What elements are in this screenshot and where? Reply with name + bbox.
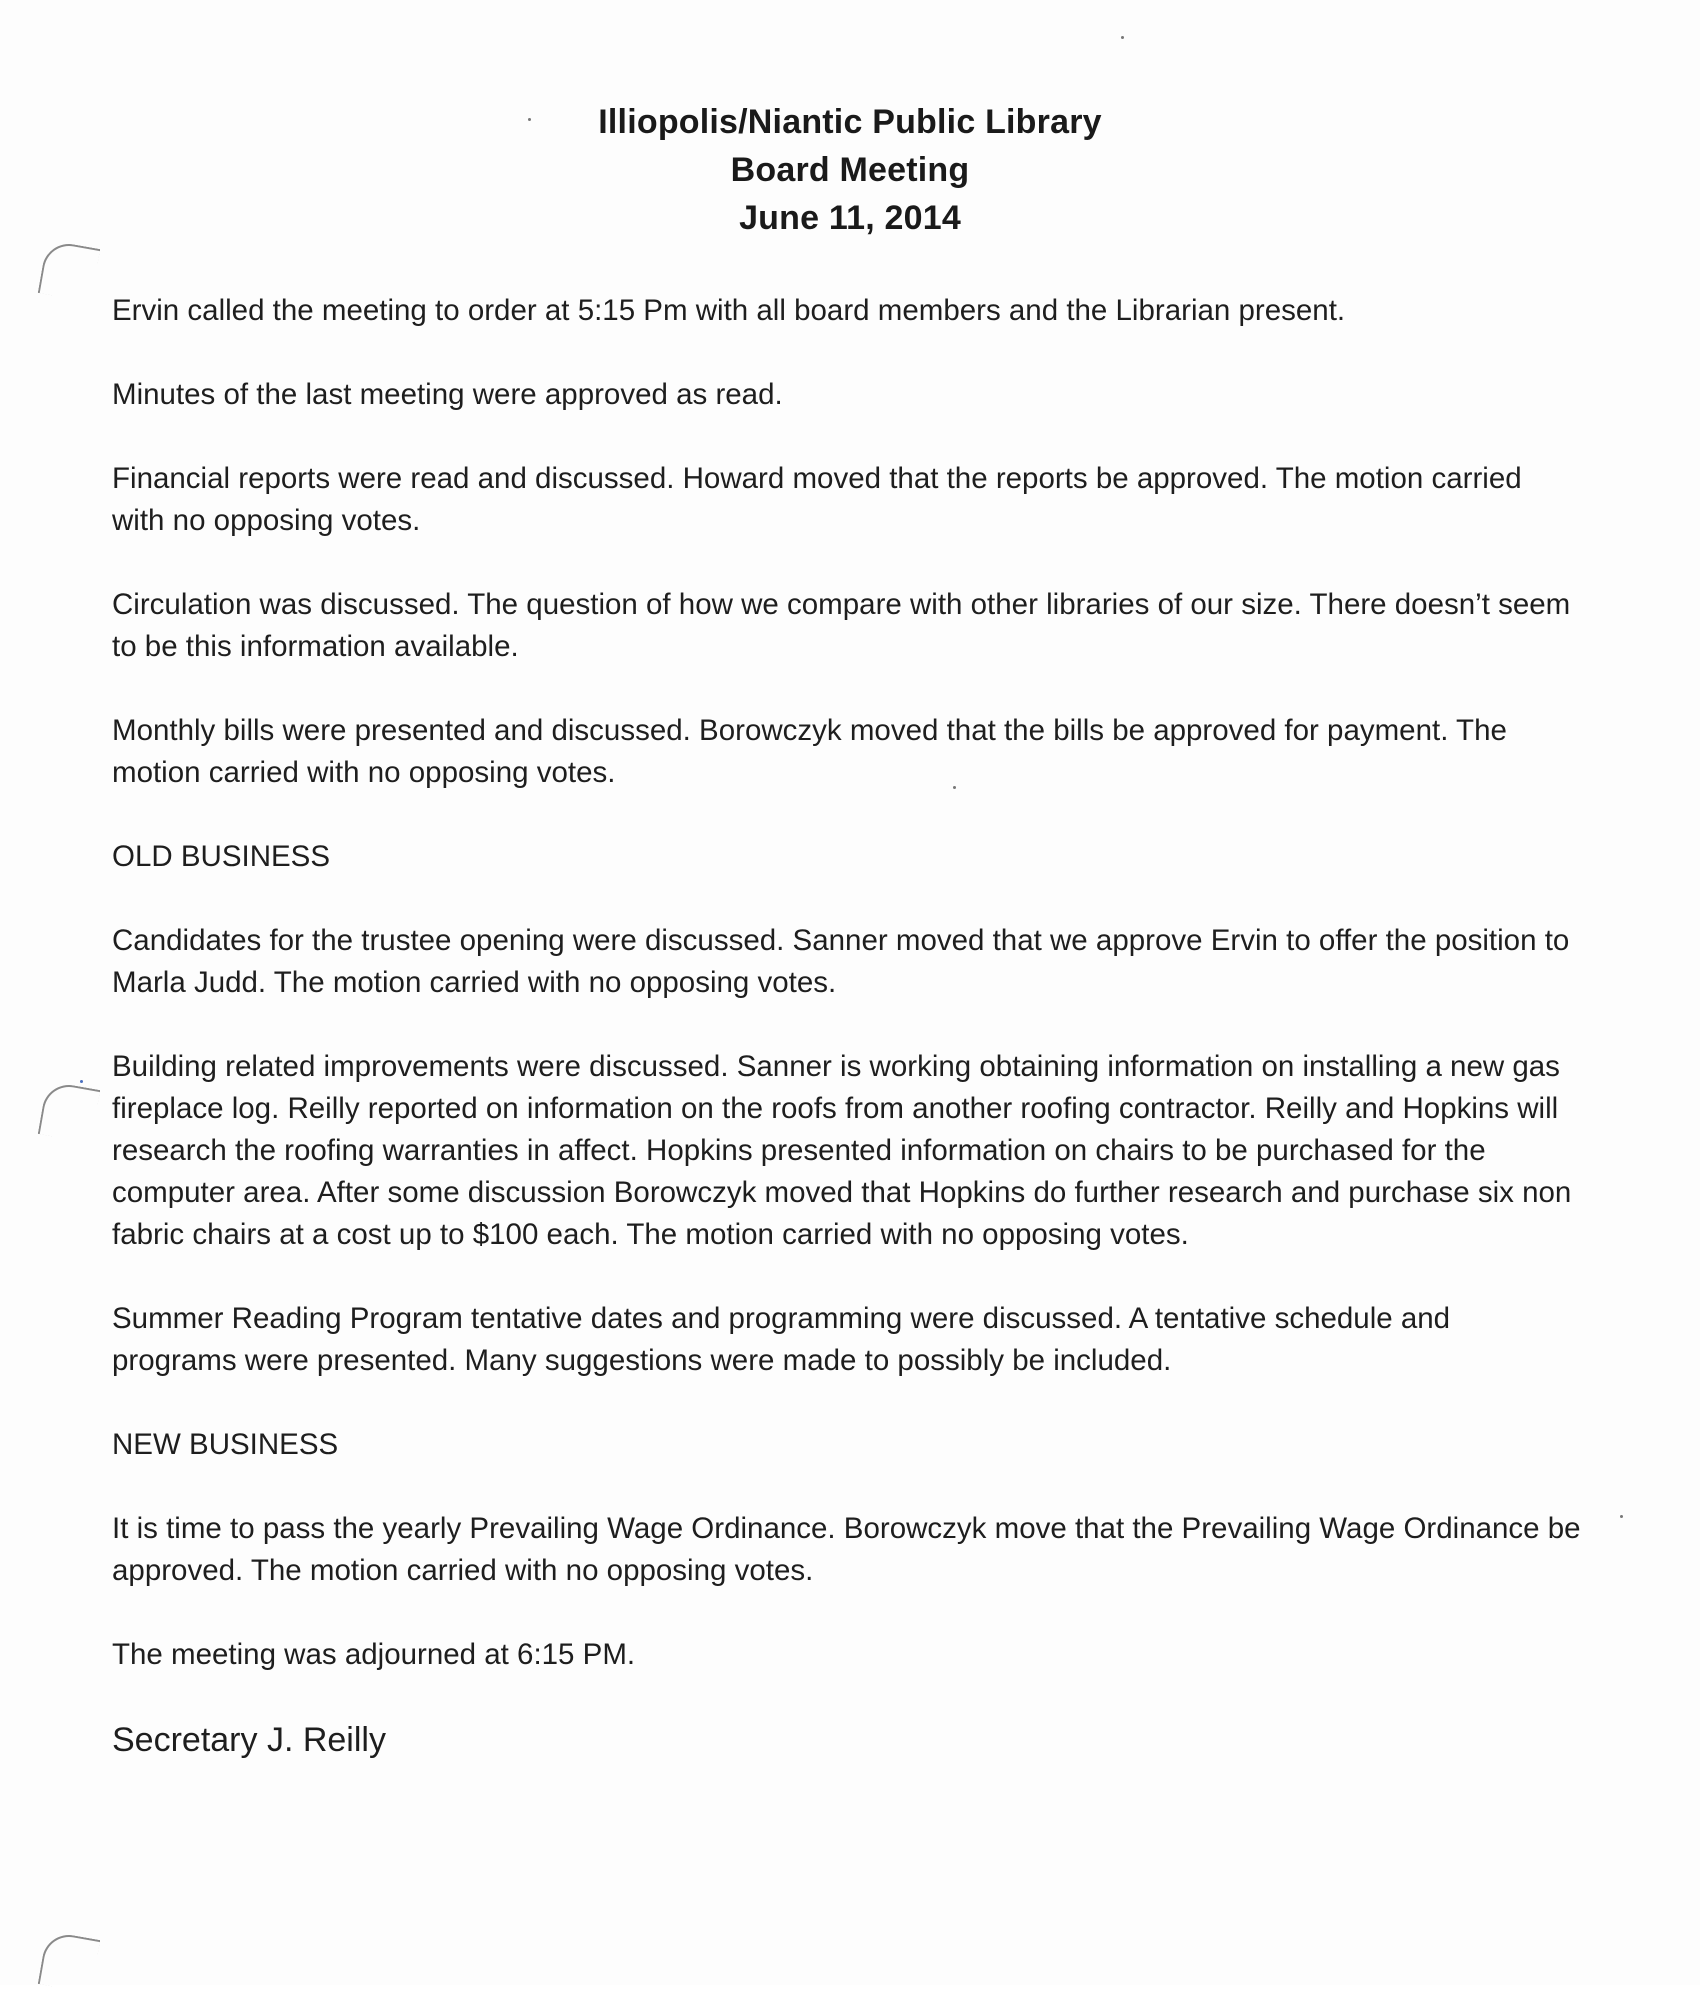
- punch-hole-mark: [38, 240, 101, 303]
- minutes-approval-paragraph: Minutes of the last meeting were approved as read.: [112, 378, 783, 411]
- document-header: [0, 98, 1700, 242]
- scan-speck: [1121, 36, 1124, 39]
- monthly-bills-paragraph: Monthly bills were presented and discussed. Borowczyk moved that the bills be approved for payment. The motion carried with no opposing votes.: [112, 714, 1507, 789]
- new-business-heading: NEW BUSINESS: [112, 1428, 339, 1461]
- building-improvements-paragraph: Building related improvements were discussed. Sanner is working obtaining information on installing a new gas fireplace log. Reilly reported on information on the roofs from another roofing contractor. Reilly and Hopkins will research the roofing warranties in affect. Hopkins presented information on chairs to be purchased for the computer area. After some discussion Borowczyk moved that Hopkins do further research and purchase six non fabric chairs at a cost up to $100 each. The motion carried with no opposing votes.: [112, 1050, 1572, 1251]
- library-name: Illiopolis/Niantic Public Library: [598, 103, 1102, 141]
- secretary-signature: Secretary J. Reilly: [112, 1721, 386, 1759]
- meeting-type: Board Meeting: [730, 151, 970, 189]
- punch-hole-mark: [38, 1931, 101, 1993]
- old-business-heading: OLD BUSINESS: [112, 840, 331, 873]
- summer-reading-paragraph: Summer Reading Program tentative dates and programming were discussed. A tentative schedule and programs were presented. Many suggestions were made to possibly be included.: [112, 1302, 1451, 1377]
- adjournment-paragraph: The meeting was adjourned at 6:15 PM.: [112, 1638, 636, 1671]
- meeting-date: June 11, 2014: [739, 199, 961, 237]
- candidates-paragraph: Candidates for the trustee opening were discussed. Sanner moved that we approve Ervin to offer the position to Marla Judd. The motion carried with no opposing votes.: [112, 924, 1570, 999]
- minutes-body: [112, 290, 1582, 1762]
- circulation-paragraph: Circulation was discussed. The question of how we compare with other libraries of our size. There doesn’t seem to be this information available.: [112, 588, 1571, 663]
- scan-speck: [80, 1080, 83, 1083]
- financial-reports-paragraph: Financial reports were read and discussed. Howard moved that the reports be approved. The motion carried with no opposing votes.: [112, 462, 1522, 537]
- scan-speck: [1620, 1515, 1623, 1518]
- call-to-order-paragraph: Ervin called the meeting to order at 5:15 Pm with all board members and the Librarian present.: [112, 294, 1346, 327]
- punch-hole-mark: [38, 1081, 101, 1144]
- prevailing-wage-paragraph: It is time to pass the yearly Prevailing Wage Ordinance. Borowczyk move that the Prevailing Wage Ordinance be approved. The motion carried with no opposing votes.: [112, 1512, 1581, 1587]
